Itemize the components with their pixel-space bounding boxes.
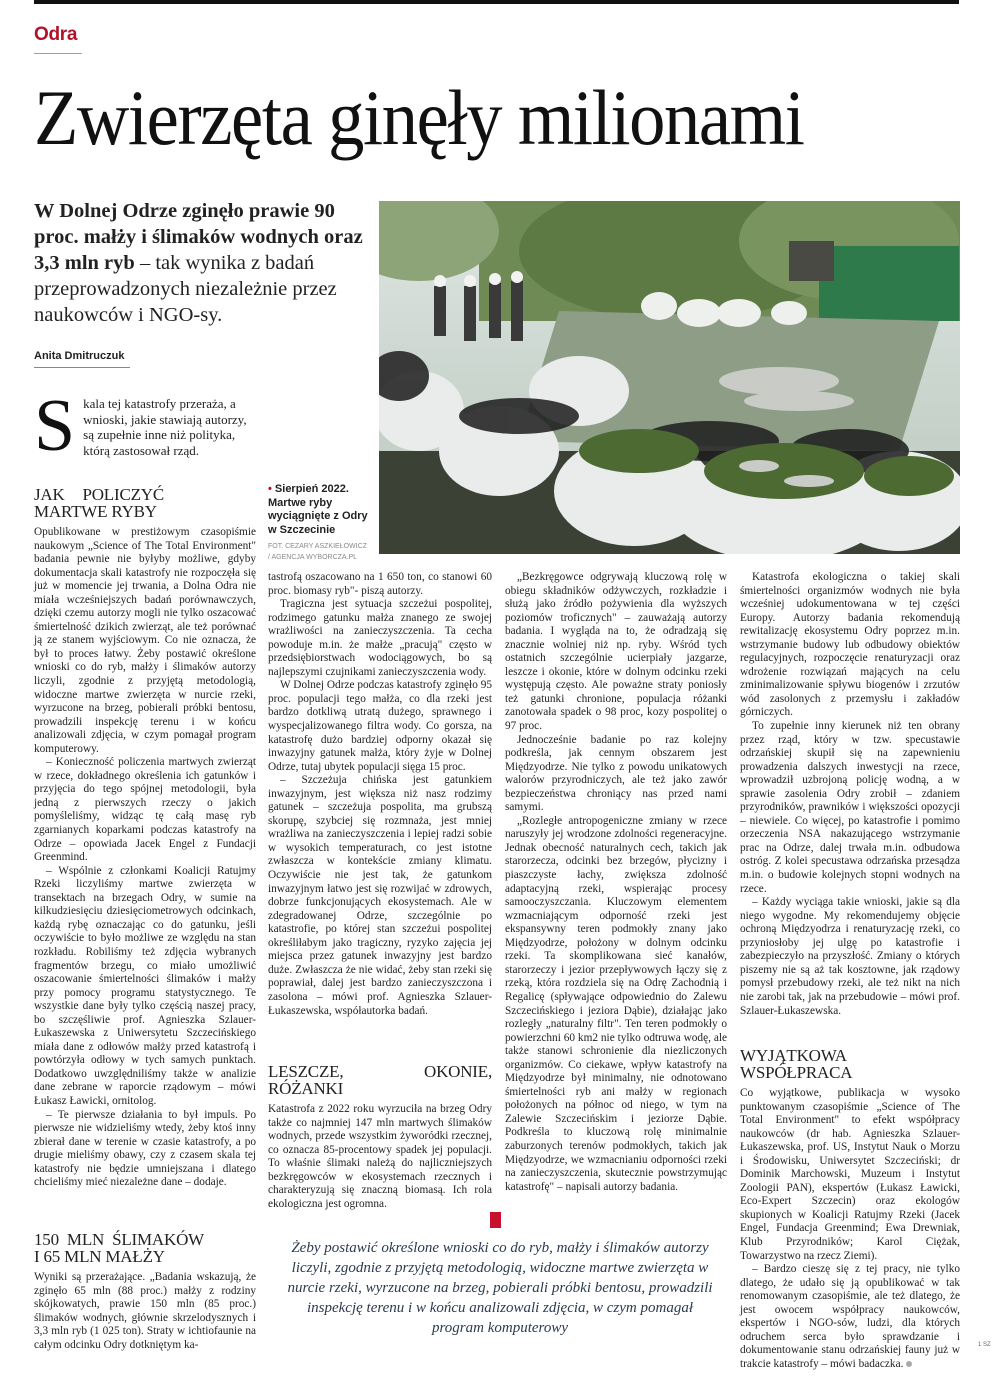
paragraph: „Bezkręgowce odgrywają kluczową rolę w obiegu składników odżywczych, rozkładzie i służą jako źródło pożywienia dla wyższych poziomów troficznych" – zauważają autorzy badania. I wygląda na to, że odradzają się znacznie wolniej niż np. ryby. Wśród tych ostatnich szczególnie ucierpiały jazgarze, leszcze i okonie, które w dolnym odcinku rzeki występują często. Ale poważne straty poniosły też gatunki chronione, populacja różanki zanotowała spadek o 98 proc, kozy pospolitej o 97 proc. — [505, 571, 727, 733]
column-1-bottom — [34, 1231, 256, 1352]
paragraph — [740, 1263, 960, 1371]
column-4-bottom — [740, 1047, 960, 1371]
paragraph: „Rozległe antropogeniczne zmiany w rzece naruszyły jej wrodzone zdolności regeneracyjne. Jednak obecność naturalnych cech, takich jak starorzecza, odcinki bez brzegów, płycizny i piaszczyste łachy, zwiększa zdolność adaptacyjną rzeki, wspierając procesy samooczyszczania. Kluczowym elementem wzmacniającym odporność rzeki jest ekspansywny teren podmokły znany jako Międzyodrze, położony w dolnym odcinku rzeki. Ta skomplikowana sieć kanałów, starorzeczy i jezior przepływowych łączy się z rzeką, która rozdziela się na Odrę Zachodnią i Regalicę (spływające odpowiednio do Zalewu Szczecińskiego i jeziora Dąbie), działając jako rozległy „naturalny filtr". Ten teren podmokły o powierzchni 60 km2 nie tylko odtruwa wodę, ale także stanowi schronienie dla niezliczonych organizmów. Co ciekawe, wpływ katastrofy na Międzyodrze był minimalny, nie odnotowano śmiertelności ryb ani małży w regionach położonych na północ od niego, w tym na Zalewie Szczecińskim i jeziorze Dąbie. Podkreśla to kluczową rolę minimalnie zaburzonych terenów podmokłych, takich jak Międzyodrze, we wzmacnianiu odporności rzeki na zanieczyszczenia, skutecznie powstrzymując katastrofę" – napisali autorzy badania. — [505, 814, 727, 1193]
section-label: Odra — [34, 24, 78, 45]
caption-title — [268, 483, 376, 537]
photo-dead-fish-icon — [379, 201, 960, 554]
photo-credit-author: FOT. CEZARY ASZKIEŁOWICZ — [268, 543, 367, 550]
column-4 — [740, 571, 960, 1018]
dropcap: S — [34, 385, 76, 467]
paragraph: W Dolnej Odrze podczas katastrofy zginęło 95 proc. populacji tego małża, co dla rzeki jest bardzo dotkliwą utratą dużego, sprawnego i wyspecjalizowanego filtra wody. Co gorsza, na katastrofę dużo bardziej odporny okazał się inwazyjny gatunek małża, który żyje w Dolnej Odrze, tutaj ubytek populacji sięga 15 proc. — [268, 679, 492, 773]
headline: Zwierzęta ginęły milionami — [34, 74, 804, 161]
paragraph: Wyniki są przerażające. „Badania wskazują, że zginęło 65 mln (88 proc.) małży z rodziny skójkowatych, prawie 150 mln (85 proc.) ślimaków wodnych, głównie skrzelodysznych i 3,3 mln ryb (1 025 ton). Straty w ichtiofaunie na całym odcinku Odry dotkniętym ka- — [34, 1271, 256, 1351]
paragraph: Katastrofa ekologiczna o takiej skali śmiertelności organizmów wodnych nie była wcześniej udokumentowana w tej części Europy. Autorzy badania rekomendują rewitalizację ekosystemu Odry poprzez m.in. wstrzymanie budowy lub odbudowy obiektów regulacyjnych, rozpoczęcie renaturyzacji oraz wdrożenie rozwiązań mających na celu zminimalizowanie spływu biogenów i zrzutów wód zasolonych z przemysłu i zakładów górniczych. — [740, 571, 960, 719]
lead-paragraph — [34, 198, 364, 328]
photo-caption — [268, 483, 376, 563]
subheading-wyjatkowa: WYJĄTKOWA WSPÓŁPRACA — [740, 1046, 853, 1082]
page-footer-note: 1 SZ — [978, 1342, 991, 1348]
end-mark-icon — [906, 1361, 912, 1367]
column-2 — [268, 571, 492, 1018]
paragraph: Opublikowane w prestiżowym czasopiśmie naukowym „Science of The Total Environment" badania pewnie nie byłyby możliwe, gdyby dokumentacja skali katastrofy nie rozpoczęła się już w momencie jej trwania, a Dolna Odra nie miała wcześniejszych badań porównawczych, dzięki czemu autorzy mogli nie tylko oszacować śmiertelność dzikich zwierząt, ale też porównać ją ze stanem wyjściowym. Co nie oznacza, że był to proces łatwy. Żeby postawić określone wnioski co do ryb, małży i ślimaków autorzy liczyli, zgodnie z przyjętą metodologią, widoczne martwe zwierzęta w nurcie rzeki, wyrzucone na brzeg, pobierali próbki bentosu, prowadzili inspekcję terenu i w końcu analizowali zdjęcia, w czym pomagał program komputerowy. — [34, 526, 256, 755]
photo-credit-agency: / AGENCJA WYBORCZA.PL — [268, 554, 358, 561]
subheading-150-mln: 150 MLN ŚLIMAKÓW I 65 MLN MAŁŻY — [34, 1230, 204, 1266]
paragraph: Katastrofa z 2022 roku wyrzuciła na brzeg Odry także co najmniej 147 mln martwych ślimaków wodnych, przede wszystkim żyworódki rzecznej, co oznacza 85-procentowy spadek jej populacji. To właśnie ślimaki należą do najliczniejszych bezkręgowców w ekosystemach rzecznych i charakteryzują się znaczną biomasą. Ich rola ekologiczna jest ogromna. — [268, 1103, 492, 1210]
top-rule — [34, 0, 959, 4]
intro-text: kala tej katastrofy przeraża, a wnioski, jakie stawiają autorzy, są zupełnie inne niż polityka, którą zastosował rząd. — [83, 396, 247, 458]
byline: Anita Dmitruczuk — [34, 350, 125, 362]
pullquote: Żeby postawić określone wnioski co do ryb, małży i ślimaków autorzy liczyli, zgodnie z przyjętą metodologią, widoczne martwe zwierzęta w nurcie rzeki, wyrzucone na brzeg, pobierali próbki bentosu, prowadzili inspekcję terenu i w końcu analizowali zdjęcia, w czym pomagał program komputerowy — [287, 1240, 713, 1336]
closing-quote: – Bardzo cieszę się z tej pracy, nie tylko dlatego, że udało się ją opublikować w tak renomowanym czasopiśmie, ale też dlatego, że jest owocem współpracy naukowców, ekspertów i NGO-sów, ludzi, dla których odruchem serca było sprawdzanie i dokumentowanie stanu odrzańskiej fauny już w trakcie katastrofy – mówi badaczka. — [740, 1263, 960, 1370]
paragraph: Jednocześnie badanie po raz kolejny podkreśla, jak cennym obszarem jest Międzyodrze. Nie tylko z powodu unikatowych walorów przyrodniczych, ale też jako zawór bezpieczeństwa chroniący nas przed nami samymi. — [505, 733, 727, 814]
paragraph: To zupełnie inny kierunek niż ten obrany przez rząd, który w tzw. specustawie odrzańskiej skupił się na zapewnieniu prowadzenia dalszych inwestycji na rzece, wprowadził uzbrojoną policję wodną, a w sprawie zasolenia Odry zrobił – zdaniem przyrodników, prawników i większości opozycji – niewiele. Co więcej, po katastrofie i pomimo orzeczenia NSA nakazującego wstrzymanie prac na Odrze, dalej trwała m.in. odbudowa ostróg. Z kolei specustawa odrzańska przesądza m.in. o budowie kolejnych stopni wodnych na rzece. — [740, 720, 960, 895]
lead-bold: W Dolnej Odrze zginęło prawie 90 proc. małży i ślimaków wodnych oraz 3,3 mln ryb — [34, 200, 363, 274]
section-underline — [34, 53, 82, 54]
pullquote-mark-icon — [490, 1212, 501, 1228]
bullet-icon: • — [268, 483, 275, 495]
column-3 — [505, 571, 727, 1194]
paragraph: tastrofą oszacowano na 1 650 ton, co stanowi 60 proc. biomasy ryb"- piszą autorzy. — [268, 571, 492, 597]
photo-credit — [268, 541, 376, 563]
column-2-bottom — [268, 1063, 492, 1211]
column-1 — [34, 486, 256, 1190]
photo-illustration — [379, 201, 960, 554]
paragraph: Tragiczna jest sytuacja szczeżui pospolitej, rodzimego gatunku małża znanego ze swojej wrażliwości na zanieczyszczenia. Ta cecha powoduje m.in. że małże „pracują" często w przedsiębiorstwach wodociągowych, bo są najlepszymi czujnikami zanieczyszczenia wody. — [268, 598, 492, 678]
paragraph: – Szczeżuja chińska jest gatunkiem inwazyjnym, jest większa niż nasz rodzimy gatunek – szczeżuja pospolita, ma grubszą skorupę, szybciej się rozmnaża, jest mniej wrażliwa na zanieczyszczenia i lepiej radzi sobie w wysokich temperaturach, co jest istotne zwłaszcza w kontekście zmiany klimatu. Oczywiście nie jest tak, że gatunkom inwazyjnym łatwo jest się rozwijać w zdrowych, dobrze funkcjonujących ekosystemach. Ale w zdegradowanej Odrze, szczególnie po katastrofie, po której stan szczeżui pospolitej określiłabym jako tragiczny, ryzyko zajęcia jej miejsca przez gatunek inwazyjny jest bardzo duże. Zwłaszcza że nie widać, żeby stan rzeki się poprawiał, dalej jest bardzo zanieczyszczona i zasolona – mówi prof. Agnieszka Szlauer-Łukaszewska, współautorka badań. — [268, 774, 492, 1017]
paragraph: Co wyjątkowe, publikacja w wysoko punktowanym czasopiśmie „Science of The Total Environment" to efekt współpracy naukowców (dr hab. Agnieszka Szlauer-Łukaszewska, prof. US, Instytut Nauk o Morzu i Środowisku, Uniwersytet Szczeciński; dr Dominik Marchowski, Muzeum i Instytut Zoologii PAN), ekspertów (Łukasz Ławicki, Eco-Expert Szczecin) oraz ekologów skupionych w Koalicji Ratujmy Rzeki (Jacek Engel, Fundacja Greenmind; Ewa Drewniak, Klub Przyrodników; Karol Ciężak, Towarzystwo na rzecz Ziemi). — [740, 1087, 960, 1262]
byline-underline — [34, 367, 130, 368]
paragraph: – Wspólnie z członkami Koalicji Ratujmy Rzeki liczyliśmy martwe zwierzęta w transektach na brzegach Odry, w sumie na kilkudziesięciu dziesięciometrowych odcinkach, każdą rybę oznaczając co do gatunku, jeśli oczywiście to było możliwe ze względu na stan rozkładu. Robiliśmy też zdjęcia wybranych fragmentów brzegu, co miało umożliwić oszacowanie śmiertelności ślimaków i małży przy pomocy programu statystycznego. Te wszystkie dane były tylko częścią naszej pracy, bo szczęśliwie prof. Agnieszka Szlauer-Łukaszewska z Uniwersytetu Szczecińskiego miała dane z odłowów małży przed katastrofą i powtórzyła odłowy w tych samych punktach. Dodatkowo uwzględniliśmy także w analizie dane zebrane w raporcie rządowym – mówi Łukasz Ławicki, ornitolog. — [34, 864, 256, 1107]
subheading-jak-policzyc: JAK POLICZYĆ MARTWE RYBY — [34, 485, 164, 521]
lead-rest: – tak wynika z badań przeprowadzonych niezależnie przez naukowców i NGO-sy. — [34, 252, 337, 326]
intro — [34, 385, 254, 467]
paragraph: – Te pierwsze działania to był impuls. Po pierwsze nie widzieliśmy wtedy, żeby ktoś inny zbierał dane w terenie w czasie katastrofy, a po drugie mieliśmy obawy, czy z czasem skala tej katastrofy nie będzie umniejszana i dlatego chcieliśmy mieć niezależne dane – dodaje. — [34, 1108, 256, 1189]
paragraph: – Każdy wyciąga takie wnioski, jakie są dla niego wygodne. My rekomendujemy objęcie ochroną Międzyodrza i renaturyzację rzeki, co przyniosłoby jej ulgę po katastrofie i zabezpieczyło na przyszłość. Zmiany o których piszemy nie są aż tak kosztowne, jak rządowy pomysł przebudowy rzeki, ale też nikt na nich nie zarobi tak, jak na przebudowie – mówi prof. Szlauer-Łukaszewska. — [740, 896, 960, 1017]
subheading-leszcze: LESZCZE, OKONIE, RÓŻANKI — [268, 1062, 492, 1098]
caption-text: Sierpień 2022. Martwe ryby wyciągnięte z Odry w Szczecinie — [268, 483, 368, 536]
paragraph: – Konieczność policzenia martwych zwierząt w rzece, dokładnego określenia ich gatunków i przyjęcia do tego spójnej metodologii, była jedną z pierwszych rzeczy o jakich pomyśleliśmy, widząc tę całą masę ryb zgarnianych koparkami podczas katastrofy na Odrze – opowiada Jacek Engel z Fundacji Greenmind. — [34, 756, 256, 864]
